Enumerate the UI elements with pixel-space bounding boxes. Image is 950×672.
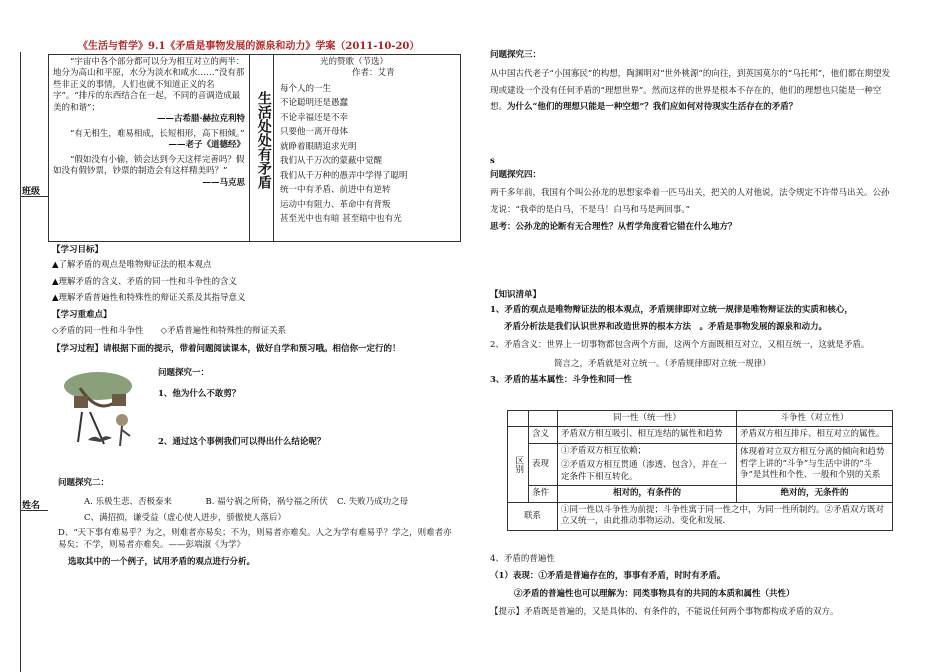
key-items: ◇矛盾的同一性和斗争性 ◇矛盾普遍性和特殊性的辩证关系 (52, 326, 287, 337)
inquiry-three (490, 50, 895, 115)
process-header: 【学习过程】请根据下面的提示，带着问题阅读课本，做好自学和预习哦。相信你一定行的！ (52, 343, 401, 354)
row-cond: 条件 (529, 486, 558, 502)
inquiry-three-question: 为什么“他们的理想只能是一种空想”？我们应如何对待现实生活存在的矛盾？ (507, 101, 798, 112)
stray-character: s (490, 156, 495, 166)
knowledge-p1b: 矛盾分析法是我们认识世界和改造世界的根本方法 。矛盾是事物发展的源泉和动力。 (504, 321, 828, 332)
poem-line: 每个人的一生 (280, 83, 332, 94)
quote-marx-source: ——马克思 (202, 177, 245, 188)
quotes-column (49, 55, 250, 241)
option-c: C、满招损，谦受益（虚心使人进步，骄傲使人落后） (84, 512, 287, 523)
inquiry-two-task: 选取其中的一个例子，试用矛盾的观点进行分析。 (68, 557, 256, 568)
inquiry-four-text: 两千多年前，我国有个叫公孙龙的思想家牵着一匹马出关，把关的人对他说，法令规定不许带马出关。公孙龙说：“我牵的是白马，不是马！白马和马是两回事。” (490, 188, 890, 215)
quote-marx: “假如没有小偷，锁会达到今天这样完善吗？假如没有假钞票，钞票的制造会有这样精美吗？” (53, 154, 245, 177)
inquiry-three-text (490, 66, 895, 114)
same-meaning: 矛盾双方相互吸引、相互连结的属性和趋势 (558, 427, 737, 443)
option-c-extra: C. 失败乃成功之母 (337, 497, 409, 508)
learning-goals (52, 245, 457, 355)
binding-border (20, 52, 21, 672)
knowledge-p4b: ②矛盾的普遍性也可以理解为：同类事物具有的共同的本质和属性（共性） (514, 588, 795, 599)
class-label: 班级 (22, 187, 41, 197)
intro-box (48, 54, 461, 242)
inquiry-one-q2: 2、通过这个事例我们可以得出什么结论呢？ (158, 436, 326, 447)
poem-line: 统一中有矛盾、前进中有逆转 (280, 185, 391, 196)
fight-show: 体现着对立双方相互分离的倾向和趋势哲学上讲的“斗争”与生活中讲的“斗争”是其性和个性、一般和个别的关系 (737, 443, 893, 485)
quote-heraclitus: “宇宙中各个部分都可以分为相互对立的两半：地分为高山和平原，水分为淡水和咸水……“没有那些非正义的事情，人们也就不知道正义的名字”。“排斥的东西结合在一起，不同的音调造成最美的和谐”； (53, 57, 245, 113)
page-title: 《生活与哲学》9.1《矛盾是事物发展的源泉和动力》学案（2011-10-20） (78, 41, 420, 52)
fight-cond: 绝对的，无条件的 (737, 486, 893, 502)
poem-line: 我们从千万次的蒙蔽中觉醒 (280, 156, 383, 167)
knowledge-p2a: 2、矛盾含义：世界上一切事物都包含两个方面，这两个方面既相互对立，又相互统一，这就是矛盾。 (490, 340, 870, 351)
knowledge-p4c: 【提示】矛盾既是普遍的，又是具体的、有条件的，不能说任何两个事物都构成矛盾的双方。 (490, 607, 839, 618)
inquiry-two-options (58, 497, 460, 508)
same-show-2: ②矛盾双方相互贯通（渗透、包含），并在一定条件下相互转化。 (561, 460, 727, 482)
inquiry-three-body: 从中国古代老子“小国寡民”的构想，陶渊明对“世外桃源”的向往，到英国莫尔的“乌托邦”，他们都在期望发现或建设一个没有任何矛盾的“理想世界”。然而这样的世界是根本不存在的，他们的理想也只能是一种空想。 (490, 69, 891, 112)
quote-heraclitus-source: ——古希腊·赫拉克利特 (157, 114, 245, 125)
poem-lines (280, 84, 454, 226)
goal-item: ▲了解矛盾的观点是唯物辩证法的根本观点 (52, 260, 212, 271)
goal-item: ▲理解矛盾的含义、矛盾的同一性和斗争性的含义 (52, 276, 238, 287)
knowledge-list (490, 290, 895, 387)
option-a: A. 乐极生悲、否极泰来 (84, 497, 173, 508)
inquiry-one-title: 问题探究一： (158, 368, 210, 378)
inquiry-two-title: 问题探究二： (58, 478, 110, 488)
table-row (508, 486, 893, 502)
poem-line: 运动中有阻力、革命中有背叛 (280, 199, 391, 210)
vertical-title: 生活处处有矛盾 (255, 91, 272, 189)
row-diff: 区别 (508, 427, 529, 502)
key-header: 【学习重难点】 (52, 309, 112, 320)
inquiry-one (158, 368, 458, 448)
table-row (508, 411, 893, 427)
poem-title: 光的赞歌（节选） (320, 57, 389, 67)
poem-line: 甚至光中也有暗 甚至暗中也有光 (280, 214, 402, 225)
bird-icon (88, 434, 112, 444)
poem-line: 我们从千万种的愚弄中学得了聪明 (280, 170, 408, 181)
table-cell (508, 411, 529, 427)
attributes-table (507, 410, 893, 531)
row-show: 表现 (529, 443, 558, 485)
vertical-title-column (250, 55, 274, 241)
poem-line: 就睁着眼睛追求光明 (280, 141, 357, 152)
table-row (508, 502, 893, 530)
knowledge-p3: 3、矛盾的基本属性：斗争性和同一性 (490, 375, 632, 386)
row-link: 联系 (508, 502, 558, 530)
poem-author: 作者：艾青 (352, 68, 395, 79)
poem-column (274, 55, 460, 241)
table-cell (529, 411, 558, 427)
same-show-1: ①矛盾双方相互依赖； (561, 445, 647, 456)
knowledge-p1a: 1、矛盾的观点是唯物辩证法的根本观点，矛盾规律即对立统一规律是唯物辩证法的实质和核心， (490, 305, 853, 316)
inquiry-one-q1: 1、他为什么不敢剪？ (158, 389, 241, 400)
goal-list (52, 260, 457, 304)
quote-laozi-source: ——老子《道德经》 (168, 140, 245, 151)
table-row (508, 427, 893, 443)
header-fight: 斗争性（对立性） (737, 411, 893, 427)
quote-laozi: “有无相生，难易相成，长短相形，高下相倾。” (70, 128, 245, 139)
header-same: 同一性（统一性） (558, 411, 737, 427)
inquiry-two (58, 478, 460, 569)
inquiry-three-title: 问题探究三： (490, 50, 542, 60)
poem-line: 不论幸福还是不幸 (280, 112, 349, 123)
goals-header: 【学习目标】 (52, 245, 104, 255)
same-show (558, 443, 737, 485)
inquiry-four-title: 问题探究四： (490, 170, 542, 180)
option-b: B. 福兮祸之所倚，祸兮福之所伏 (205, 497, 328, 508)
poem-line: 只要他一离开母体 (280, 127, 349, 138)
fight-meaning: 矛盾双方相互排斥、相互对立的属性。 (737, 427, 893, 443)
poem-line: 不论聪明还是愚蠢 (280, 98, 349, 109)
knowledge-p2b: 简言之，矛盾就是对立统一。（矛盾规律即对立统一规律） (554, 358, 771, 369)
knowledge-p4a: （1）表现：①矛盾是普遍存在的，事事有矛盾，时时有矛盾。 (490, 571, 726, 582)
knowledge-header: 【知识清单】 (490, 290, 542, 300)
link-text: ①同一性以斗争性为前提；斗争性寓于同一性之中，为同一性所制约。②矛盾双方既对立又统一，由此推动事物运动、变化和发展. (558, 502, 893, 530)
name-label: 姓名 (22, 501, 41, 511)
row-meaning: 含义 (529, 427, 558, 443)
inquiry-four-think: 思考：公孙龙的论断有无合理性？从哲学角度看它错在什么地方？ (490, 221, 737, 232)
universality-section (490, 554, 895, 619)
table-row (508, 443, 893, 485)
knowledge-p4: 4、矛盾的普遍性 (490, 554, 555, 564)
goal-item: ▲理解矛盾普遍性和特殊性的辩证关系及其指导意义 (52, 293, 246, 304)
same-cond: 相对的，有条件的 (558, 486, 737, 502)
inquiry-four (490, 170, 895, 233)
option-d: D、“天下事有难易乎？为之，则难者亦易矣；不为，则易者亦难矣。人之为学有难易乎？学之，则难者亦易矣；不学，则易者亦难矣。——彭端淑《为学》 (58, 528, 452, 550)
